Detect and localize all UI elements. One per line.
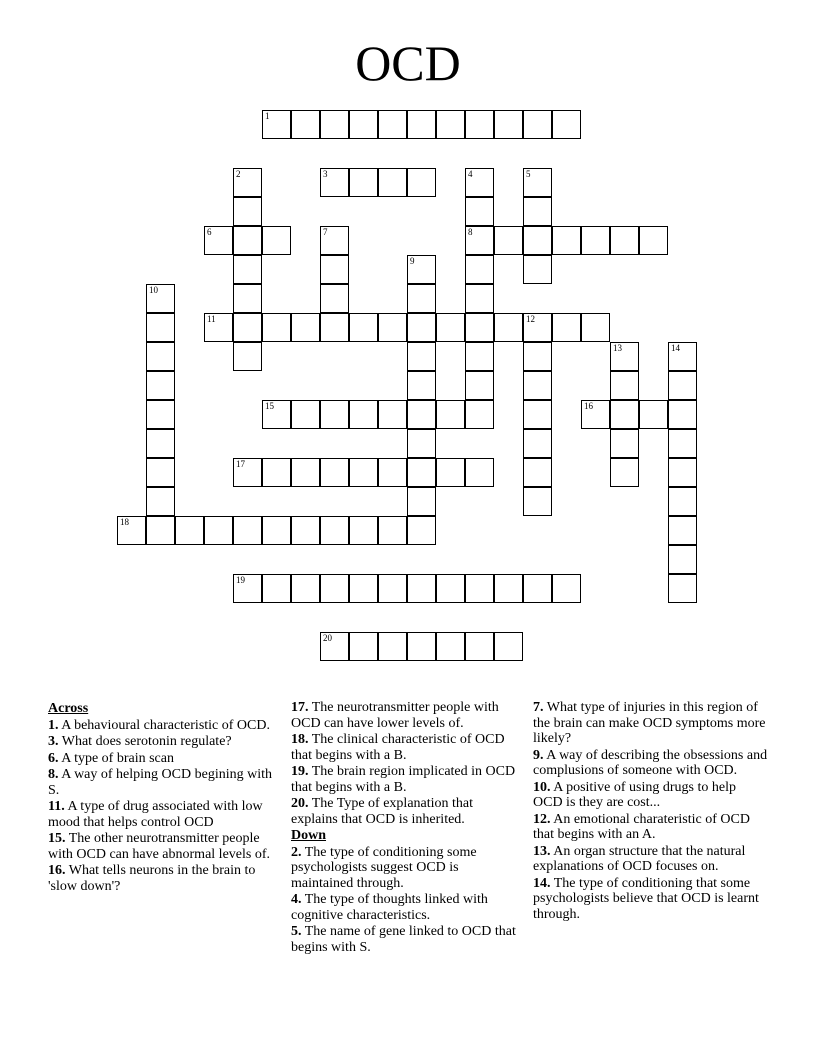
- grid-cell[interactable]: [668, 574, 697, 603]
- clues-column-1: [48, 700, 276, 895]
- clue-item: [291, 924, 519, 955]
- grid-cell[interactable]: [378, 168, 407, 197]
- grid-cell[interactable]: [465, 400, 494, 429]
- clue-item: [533, 700, 769, 747]
- clue-item: [291, 892, 519, 923]
- clue-text: A behavioural characteristic of OCD.: [58, 717, 270, 733]
- grid-cell[interactable]: [320, 632, 349, 661]
- grid-cell[interactable]: [320, 226, 349, 255]
- grid-cell[interactable]: [407, 371, 436, 400]
- grid-cell[interactable]: [581, 313, 610, 342]
- clue-number: 15: [265, 401, 274, 411]
- clue-item: [48, 734, 276, 750]
- page-title: OCD: [355, 35, 461, 91]
- clue-number: 9: [410, 256, 415, 266]
- clue-item: [533, 844, 769, 875]
- grid-cell[interactable]: [668, 371, 697, 400]
- grid-cell[interactable]: [523, 487, 552, 516]
- grid-cell[interactable]: [146, 487, 175, 516]
- grid-cell[interactable]: [291, 574, 320, 603]
- grid-cell[interactable]: [668, 458, 697, 487]
- grid-cell[interactable]: [291, 400, 320, 429]
- grid-cell[interactable]: [320, 110, 349, 139]
- clue-text: The other neurotransmitter people with OCD can have abnormal levels of.: [48, 831, 270, 862]
- clue-number: 8: [468, 227, 473, 237]
- grid-cell[interactable]: [523, 342, 552, 371]
- clue-num: 12.: [533, 811, 551, 827]
- clue-number: 17: [236, 459, 245, 469]
- grid-cell[interactable]: [436, 574, 465, 603]
- grid-cell[interactable]: [320, 458, 349, 487]
- grid-cell[interactable]: [407, 110, 436, 139]
- grid-cell[interactable]: [291, 313, 320, 342]
- clue-number: 7: [323, 227, 328, 237]
- grid-cell[interactable]: [494, 313, 523, 342]
- clue-num: 15.: [48, 831, 66, 846]
- clue-number: 12: [526, 314, 535, 324]
- clue-item: [291, 764, 519, 795]
- grid-cell[interactable]: [320, 516, 349, 545]
- grid-cell[interactable]: [233, 313, 262, 342]
- clue-item: [291, 845, 519, 892]
- clue-text: The Type of explanation that explains that OCD is inherited.: [291, 796, 474, 827]
- clue-number: 11: [207, 314, 216, 324]
- grid-cell[interactable]: [378, 632, 407, 661]
- clue-number: 6: [207, 227, 212, 237]
- grid-cell[interactable]: [407, 313, 436, 342]
- clue-num: 14.: [533, 875, 551, 891]
- grid-cell[interactable]: [494, 226, 523, 255]
- grid-cell[interactable]: [146, 371, 175, 400]
- grid-cell[interactable]: [465, 313, 494, 342]
- clue-text: What type of injuries in this region of the brain can make OCD symptoms more likely?: [533, 700, 766, 746]
- grid-cell[interactable]: [378, 400, 407, 429]
- clue-num: 13.: [533, 843, 551, 859]
- clue-text: A way of helping OCD begining with S.: [48, 767, 272, 798]
- grid-cell[interactable]: [291, 516, 320, 545]
- grid-cell[interactable]: [523, 226, 552, 255]
- grid-cell[interactable]: [204, 226, 233, 255]
- grid-cell[interactable]: [668, 516, 697, 545]
- clue-number: 14: [671, 343, 680, 353]
- clue-item: [291, 732, 519, 763]
- grid-cell[interactable]: [668, 429, 697, 458]
- grid-cell[interactable]: [610, 400, 639, 429]
- clue-text: The type of conditioning some psychologists suggest OCD is maintained through.: [291, 844, 477, 891]
- grid-cell[interactable]: [146, 516, 175, 545]
- grid-cell[interactable]: [320, 284, 349, 313]
- grid-cell[interactable]: [349, 400, 378, 429]
- grid-cell[interactable]: [378, 110, 407, 139]
- grid-cell[interactable]: [610, 371, 639, 400]
- grid-cell[interactable]: [117, 516, 146, 545]
- grid-cell[interactable]: [378, 313, 407, 342]
- clue-text: An emotional charateristic of OCD that begins with an A.: [533, 811, 750, 842]
- clue-num: 2.: [291, 844, 302, 860]
- clue-text: The clinical characteristic of OCD that begins with a B.: [291, 732, 505, 763]
- grid-cell[interactable]: [668, 545, 697, 574]
- clue-num: 18.: [291, 732, 309, 747]
- grid-cell[interactable]: [610, 226, 639, 255]
- grid-cell[interactable]: [465, 197, 494, 226]
- grid-cell[interactable]: [465, 168, 494, 197]
- clue-text: A positive of using drugs to help OCD is they are cost...: [533, 779, 736, 810]
- grid-cell[interactable]: [465, 284, 494, 313]
- grid-cell[interactable]: [320, 574, 349, 603]
- clue-num: 10.: [533, 779, 551, 795]
- grid-cell[interactable]: [320, 313, 349, 342]
- grid-cell[interactable]: [407, 574, 436, 603]
- grid-cell[interactable]: [349, 516, 378, 545]
- grid-cell[interactable]: [436, 458, 465, 487]
- clue-number: 1: [265, 111, 270, 121]
- clue-item: [48, 767, 276, 798]
- grid-cell[interactable]: [465, 458, 494, 487]
- clue-num: 17.: [291, 700, 309, 715]
- grid-cell[interactable]: [668, 342, 697, 371]
- clue-num: 7.: [533, 700, 544, 715]
- grid-cell[interactable]: [262, 226, 291, 255]
- grid-cell[interactable]: [320, 168, 349, 197]
- grid-cell[interactable]: [523, 255, 552, 284]
- grid-cell[interactable]: [233, 458, 262, 487]
- grid-cell[interactable]: [233, 574, 262, 603]
- clue-number: 5: [526, 169, 531, 179]
- clue-item: [48, 751, 276, 767]
- clue-num: 19.: [291, 764, 309, 779]
- grid-cell[interactable]: [436, 632, 465, 661]
- grid-cell[interactable]: [552, 110, 581, 139]
- grid-cell[interactable]: [523, 313, 552, 342]
- grid-cell[interactable]: [291, 110, 320, 139]
- clue-text: What does serotonin regulate?: [58, 734, 232, 749]
- clue-item: [291, 796, 519, 827]
- grid-cell[interactable]: [146, 313, 175, 342]
- grid-cell[interactable]: [465, 342, 494, 371]
- grid-cell[interactable]: [378, 516, 407, 545]
- grid-cell[interactable]: [291, 458, 320, 487]
- grid-cell[interactable]: [465, 371, 494, 400]
- clue-text: A way of describing the obsessions and complusions of someone with OCD.: [533, 747, 768, 778]
- grid-cell[interactable]: [320, 400, 349, 429]
- grid-cell[interactable]: [494, 110, 523, 139]
- grid-cell[interactable]: [262, 458, 291, 487]
- grid-cell[interactable]: [233, 516, 262, 545]
- grid-cell[interactable]: [146, 429, 175, 458]
- grid-cell[interactable]: [552, 574, 581, 603]
- clue-text: A type of brain scan: [58, 750, 174, 766]
- grid-cell[interactable]: [262, 400, 291, 429]
- clue-num: 9.: [533, 747, 544, 763]
- grid-cell[interactable]: [233, 255, 262, 284]
- clues-column-3: [533, 700, 769, 923]
- grid-cell[interactable]: [407, 168, 436, 197]
- grid-cell[interactable]: [349, 574, 378, 603]
- grid-cell[interactable]: [465, 226, 494, 255]
- clue-num: 6.: [48, 750, 59, 766]
- clue-num: 4.: [291, 892, 302, 907]
- grid-cell[interactable]: [552, 226, 581, 255]
- grid-cell[interactable]: [465, 255, 494, 284]
- clue-item: [291, 700, 519, 731]
- clue-text: The type of conditioning that some psychologists believe that OCD is learnt through.: [533, 875, 759, 922]
- grid-cell[interactable]: [204, 516, 233, 545]
- grid-cell[interactable]: [407, 342, 436, 371]
- grid-cell[interactable]: [175, 516, 204, 545]
- grid-cell[interactable]: [436, 110, 465, 139]
- clue-num: 8.: [48, 767, 59, 782]
- grid-cell[interactable]: [523, 429, 552, 458]
- grid-cell[interactable]: [349, 458, 378, 487]
- grid-cell[interactable]: [494, 574, 523, 603]
- grid-cell[interactable]: [204, 313, 233, 342]
- clue-item: [48, 831, 276, 862]
- grid-cell[interactable]: [407, 458, 436, 487]
- grid-cell[interactable]: [233, 342, 262, 371]
- grid-cell[interactable]: [349, 168, 378, 197]
- grid-cell[interactable]: [523, 400, 552, 429]
- grid-cell[interactable]: [668, 400, 697, 429]
- grid-cell[interactable]: [378, 574, 407, 603]
- clue-item: [533, 780, 769, 811]
- clue-number: 16: [584, 401, 593, 411]
- clue-item: [48, 863, 276, 894]
- grid-cell[interactable]: [523, 110, 552, 139]
- grid-cell[interactable]: [233, 226, 262, 255]
- grid-cell[interactable]: [146, 342, 175, 371]
- section-header: Down: [291, 828, 327, 843]
- grid-cell[interactable]: [146, 284, 175, 313]
- clue-text: An organ structure that the natural explanations of OCD focuses on.: [533, 843, 746, 874]
- grid-cell[interactable]: [610, 342, 639, 371]
- grid-cell[interactable]: [639, 400, 668, 429]
- grid-cell[interactable]: [523, 574, 552, 603]
- clue-item: [48, 718, 276, 734]
- clue-number: 19: [236, 575, 245, 585]
- clue-num: 11.: [48, 799, 65, 814]
- clue-num: 16.: [48, 863, 66, 878]
- grid-cell[interactable]: [349, 313, 378, 342]
- clue-text: What tells neurons in the brain to 'slow down'?: [48, 863, 256, 894]
- grid-cell[interactable]: [610, 429, 639, 458]
- grid-cell[interactable]: [465, 632, 494, 661]
- grid-cell[interactable]: [668, 487, 697, 516]
- grid-cell[interactable]: [407, 400, 436, 429]
- grid-cell[interactable]: [494, 632, 523, 661]
- grid-cell[interactable]: [639, 226, 668, 255]
- grid-cell[interactable]: [407, 487, 436, 516]
- grid-cell[interactable]: [407, 284, 436, 313]
- grid-cell[interactable]: [233, 168, 262, 197]
- grid-cell[interactable]: [465, 574, 494, 603]
- clue-text: The neurotransmitter people with OCD can have lower levels of.: [291, 700, 499, 731]
- grid-cell[interactable]: [523, 371, 552, 400]
- grid-cell[interactable]: [233, 197, 262, 226]
- clue-item: [533, 748, 769, 779]
- grid-cell[interactable]: [262, 110, 291, 139]
- grid-cell[interactable]: [465, 110, 494, 139]
- grid-cell[interactable]: [523, 197, 552, 226]
- section-header: Across: [48, 701, 89, 716]
- grid-cell[interactable]: [436, 313, 465, 342]
- grid-cell[interactable]: [523, 168, 552, 197]
- clues-column-2: [291, 700, 519, 956]
- clue-item: [48, 799, 276, 830]
- grid-cell[interactable]: [233, 284, 262, 313]
- clue-num: 1.: [48, 717, 59, 733]
- clue-num: 3.: [48, 734, 59, 749]
- clue-number: 10: [149, 285, 158, 295]
- clue-number: 13: [613, 343, 622, 353]
- grid-cell[interactable]: [436, 400, 465, 429]
- grid-cell[interactable]: [349, 110, 378, 139]
- grid-cell[interactable]: [581, 226, 610, 255]
- clue-text: The type of thoughts linked with cognitive characteristics.: [291, 892, 488, 923]
- grid-cell[interactable]: [407, 516, 436, 545]
- clue-number: 3: [323, 169, 328, 179]
- clue-number: 4: [468, 169, 473, 179]
- clue-num: 5.: [291, 924, 302, 939]
- grid-cell[interactable]: [523, 458, 552, 487]
- clue-number: 18: [120, 517, 129, 527]
- grid-cell[interactable]: [407, 429, 436, 458]
- clue-text: A type of drug associated with low mood that helps control OCD: [48, 799, 263, 830]
- grid-cell[interactable]: [407, 632, 436, 661]
- grid-cell[interactable]: [146, 400, 175, 429]
- grid-cell[interactable]: [262, 574, 291, 603]
- grid-cell[interactable]: [407, 255, 436, 284]
- grid-cell[interactable]: [262, 313, 291, 342]
- clue-text: The brain region implicated in OCD that begins with a B.: [291, 764, 516, 795]
- grid-cell[interactable]: [610, 458, 639, 487]
- clue-item: [533, 876, 769, 923]
- clue-number: 2: [236, 169, 241, 179]
- grid-cell[interactable]: [349, 632, 378, 661]
- grid-cell[interactable]: [378, 458, 407, 487]
- clue-number: 20: [323, 633, 332, 643]
- grid-cell[interactable]: [320, 255, 349, 284]
- clue-text: The name of gene linked to OCD that begins with S.: [291, 924, 516, 955]
- grid-cell[interactable]: [146, 458, 175, 487]
- grid-cell[interactable]: [581, 400, 610, 429]
- grid-cell[interactable]: [262, 516, 291, 545]
- clue-item: [533, 812, 769, 843]
- grid-cell[interactable]: [552, 313, 581, 342]
- clue-num: 20.: [291, 796, 309, 811]
